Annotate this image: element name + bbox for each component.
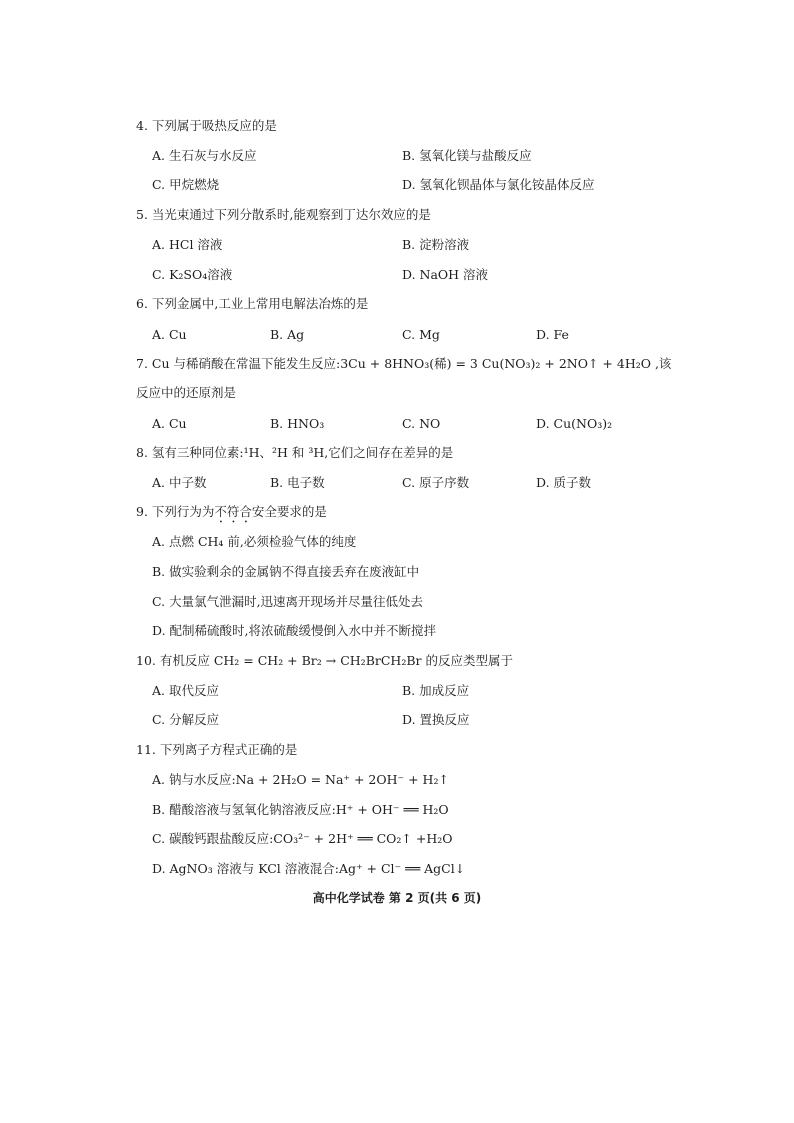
option-d: D. Cu(NO₃)₂ (536, 416, 613, 431)
option-b: B. 醋酸溶液与氢氧化钠溶液反应:H⁺ + OH⁻ ══ H₂O (152, 802, 449, 817)
question-stem: 11. 下列离子方程式正确的是 (136, 742, 298, 757)
option-c: C. 大量氯气泄漏时,迅速离开现场并尽量往低处去 (152, 594, 424, 609)
option-d: D. NaOH 溶液 (402, 267, 489, 282)
option-c: C. 分解反应 (152, 712, 220, 727)
option-d: D. 氢氧化钡晶体与氯化铵晶体反应 (402, 177, 595, 192)
page-footer: 高中化学试卷 第 2 页(共 6 页) (312, 891, 482, 905)
option-a: A. 中子数 (152, 475, 207, 490)
option-b: B. 加成反应 (402, 683, 470, 698)
option-a: A. Cu (152, 327, 187, 342)
option-d: D. 质子数 (536, 475, 592, 490)
option-b: B. 做实验剩余的金属钠不得直接丢弃在废液缸中 (152, 564, 420, 579)
question-stem: 10. 有机反应 CH₂ = CH₂ + Br₂ → CH₂BrCH₂Br 的反应类型属于 (136, 653, 513, 668)
option-a: A. 点燃 CH₄ 前,必须检验气体的纯度 (152, 534, 357, 549)
option-a: A. 生石灰与水反应 (152, 148, 257, 163)
option-d: D. Fe (536, 327, 569, 342)
option-c: C. 原子序数 (402, 475, 470, 490)
question-stem: 8. 氢有三种同位素:¹H、²H 和 ³H,它们之间存在差异的是 (136, 445, 454, 460)
question-stem-continued: 反应中的还原剂是 (136, 385, 237, 400)
option-d: D. 置换反应 (402, 712, 470, 727)
option-c: C. 甲烷燃烧 (152, 177, 220, 192)
question-stem: 5. 当光束通过下列分散系时,能观察到丁达尔效应的是 (136, 207, 431, 222)
question-stem: 4. 下列属于吸热反应的是 (136, 118, 277, 133)
option-a: A. Cu (152, 416, 187, 431)
option-c: C. 碳酸钙跟盐酸反应:CO₃²⁻ + 2H⁺ ══ CO₂↑ +H₂O (152, 831, 453, 846)
option-d: D. 配制稀硫酸时,将浓硫酸缓慢倒入水中并不断搅拌 (152, 623, 436, 638)
option-a: A. 取代反应 (152, 683, 219, 698)
option-d: D. AgNO₃ 溶液与 KCl 溶液混合:Ag⁺ + Cl⁻ ══ AgCl↓ (152, 861, 466, 876)
option-a: A. 钠与水反应:Na + 2H₂O = Na⁺ + 2OH⁻ + H₂↑ (152, 772, 449, 787)
option-b: B. Ag (270, 327, 305, 342)
option-b: B. 氢氧化镁与盐酸反应 (402, 148, 532, 163)
option-b: B. HNO₃ (270, 416, 325, 431)
emphasized-not-compliant: 不符合 (214, 504, 252, 519)
option-a: A. HCl 溶液 (152, 237, 223, 252)
option-c: C. Mg (402, 327, 440, 342)
stem-prefix: 9. 下列行为为 (136, 504, 215, 519)
question-stem: 7. Cu 与稀硝酸在常温下能发生反应:3Cu + 8HNO₃(稀) = 3 Cu(NO₃)₂ + 2NO↑ + 4H₂O ,该 (136, 356, 672, 371)
option-b: B. 电子数 (270, 475, 325, 490)
question-stem (136, 504, 327, 526)
stem-suffix: 安全要求的是 (251, 504, 327, 519)
option-c: C. NO (402, 416, 441, 431)
question-stem: 6. 下列金属中,工业上常用电解法冶炼的是 (136, 296, 369, 311)
option-b: B. 淀粉溶液 (402, 237, 470, 252)
option-c: C. K₂SO₄溶液 (152, 267, 233, 282)
